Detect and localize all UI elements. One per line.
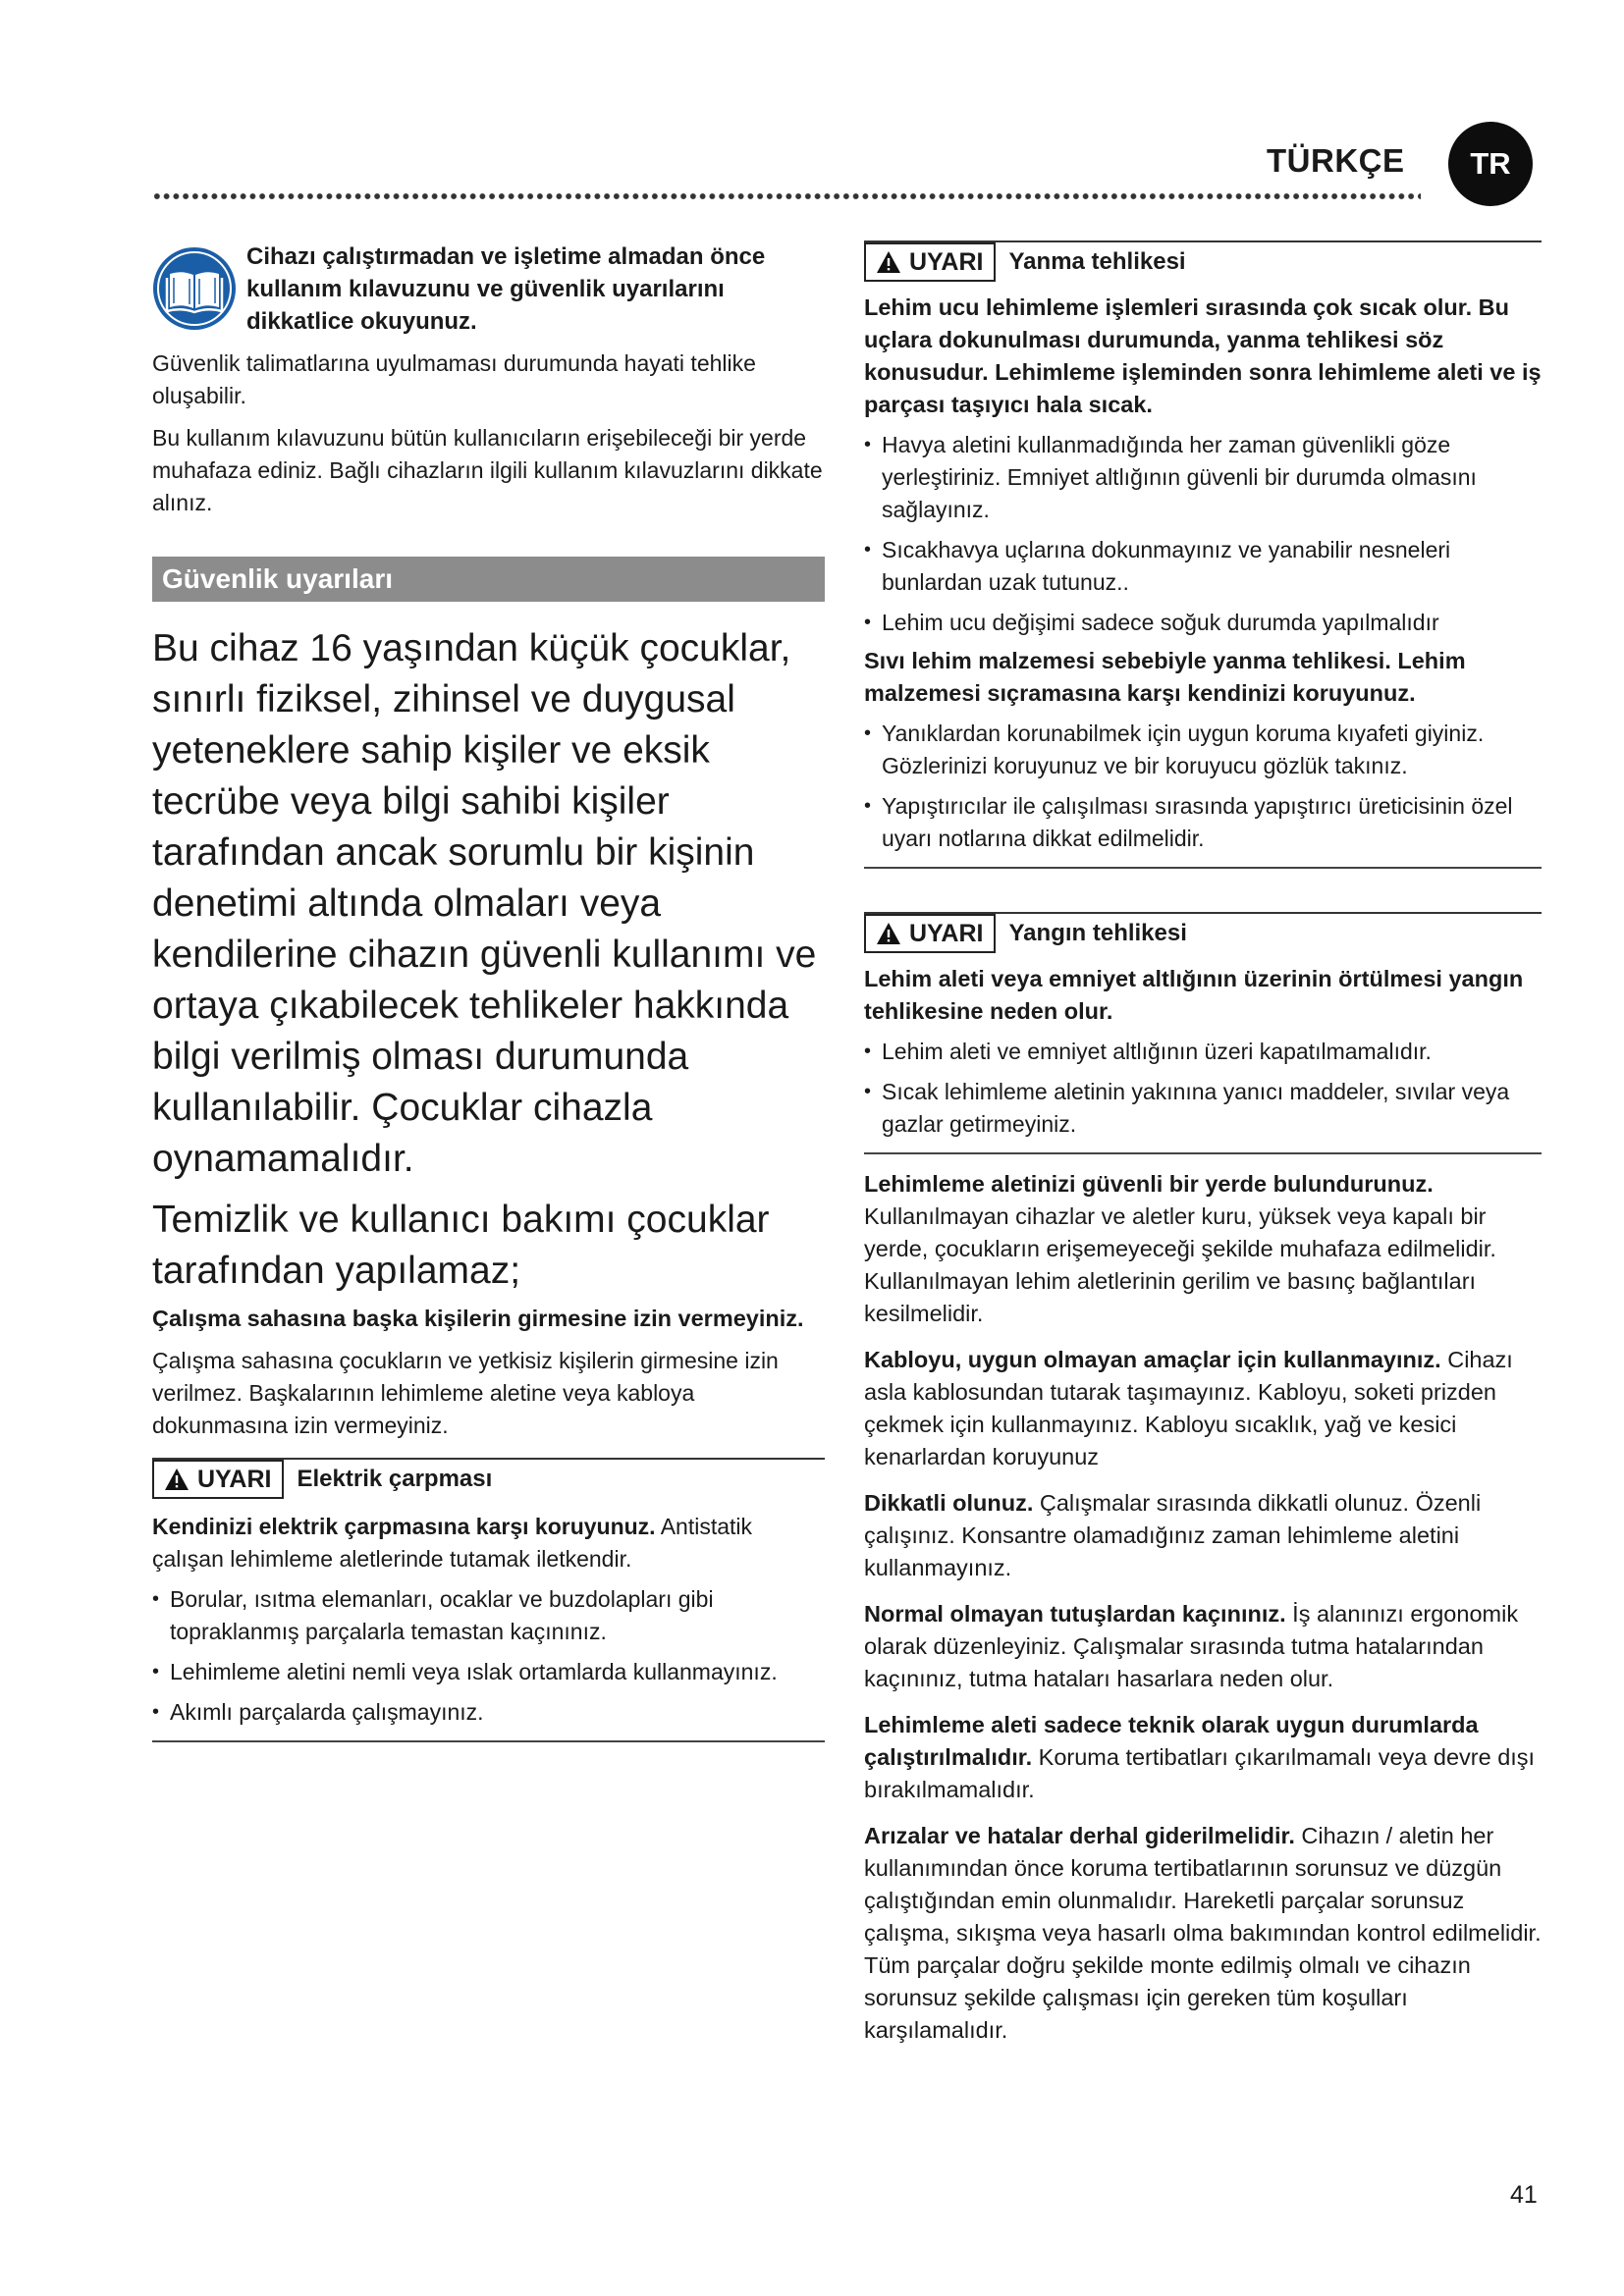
list-item: • Lehim aleti ve emniyet altlığının üzeri kapatılmamalıdır. <box>864 1036 1542 1068</box>
warning-header <box>864 912 1542 953</box>
warning-title: Yangın tehlikesi <box>1008 920 1187 946</box>
list-item: • Sıcak lehimleme aletinin yakınına yanıcı maddeler, sıvılar veya gazlar getirmeyiniz. <box>864 1076 1542 1141</box>
section-text: Çalışmalar sırasında dikkatli olunuz. Özenli çalışınız. Konsantre olamadığınız zaman lehimleme aletini kullanmayınız. <box>864 1490 1482 1580</box>
section-heading: Arızalar ve hatalar derhal giderilmelidir. <box>864 1823 1295 1848</box>
section-paragraph <box>864 1709 1542 1806</box>
warning-label-box <box>152 1460 284 1499</box>
section-paragraph <box>864 1598 1542 1695</box>
list-item: • Havya aletini kullanmadığında her zaman güvenlikli göze yerleştiriniz. Emniyet altlığının güvenli bir durumda olmasını sağlayınız. <box>864 429 1542 526</box>
warning-fire <box>864 912 1542 1154</box>
work-area-heading: Çalışma sahasına başka kişilerin girmesine izin vermeyiniz. <box>152 1306 804 1331</box>
list-item: • Borular, ısıtma elemanları, ocaklar ve buzdolapları gibi topraklanmış parçalarla temastan kaçınınız. <box>152 1583 825 1648</box>
section-heading: Lehimleme aletinizi güvenli bir yerde bulundurunuz. <box>864 1171 1434 1197</box>
section-heading: Lehimleme aleti sadece teknik olarak uygun durumlarda çalıştırılmalıdır. <box>864 1712 1479 1770</box>
manual-book-icon <box>152 246 237 331</box>
general-safety-sections <box>864 1168 1542 2047</box>
section-paragraph <box>864 1168 1542 1330</box>
list-item: • Lehim ucu değişimi sadece soğuk durumda yapılmalıdır <box>864 607 1542 639</box>
warning-lead-text: Antistatik çalışan lehimleme aletlerinde tutamak iletkendir. <box>152 1514 753 1572</box>
section-paragraph <box>864 1820 1542 2047</box>
section-heading: Kabloyu, uygun olmayan amaçlar için kullanmayınız. <box>864 1347 1441 1372</box>
section-text: Kullanılmayan cihazlar ve aletler kuru, yüksek veya kapalı bir yerde, çocukların erişemeyeceği şekilde muhafaza edilmelidir. Kullanılmayan lehim aletlerinin gerilim ve basınç bağlantıları kesilmelidir. <box>864 1203 1496 1326</box>
warning-header <box>864 240 1542 282</box>
children-usage-warning: Bu cihaz 16 yaşından küçük çocuklar, sınırlı fiziksel, zihinsel ve duygusal yeteneklere sahip kişiler ve eksik tecrübe veya bilgi sahibi kişiler tarafından ancak sorumlu bir kişinin denetimi altında olmaları veya kendilerine cihazın güvenli kullanımı ve ortaya çıkabilecek tehlikeler hakkında bilgi verilmiş olması durumunda kullanılabilir. Çocuklar cihazla oynamamalıdır. <box>152 627 817 1180</box>
warning-label-box <box>864 242 996 282</box>
language-badge: TR <box>1448 122 1533 206</box>
warning-triangle-icon <box>876 922 901 945</box>
section-paragraph <box>864 1344 1542 1473</box>
section-heading: Normal olmayan tutuşlardan kaçınınız. <box>864 1601 1286 1627</box>
list-item: • Lehimleme aletini nemli veya ıslak ortamlarda kullanmayınız. <box>152 1656 825 1688</box>
warning-triangle-icon <box>876 250 901 274</box>
section-text: Cihazı asla kablosundan tutarak taşımayınız. Kabloyu, soketi prizden çekmek için kullanmayınız. Kabloyu sıcaklık, yağ ve kesici kenarlardan koruyunuz <box>864 1347 1513 1469</box>
warning-label: UYARI <box>909 247 984 276</box>
dotted-divider <box>152 191 1421 201</box>
section-paragraph <box>864 1487 1542 1584</box>
section-text: Cihazın / aletin her kullanımından önce koruma tertibatlarının sorunsuz ve düzgün çalıştığından emin olunmalıdır. Hareketli parçalar sorunsuz çalışma, sıkışma veya hasarlı olma bakımından kontrol edilmelidir. Tüm parçalar doğru şekilde monte edilmiş olmalı ve cihazın sorunsuz şekilde çalışması için gereken tüm koşulları karşılamalıdır. <box>864 1823 1542 2043</box>
work-area-text: Çalışma sahasına çocukların ve yetkisiz kişilerin girmesine izin verilmez. Başkalarının lehimleme aletine veya kabloya dokunmasına izin vermeyiniz. <box>152 1348 779 1438</box>
section-heading: Dikkatli olunuz. <box>864 1490 1034 1516</box>
warning-label-box <box>864 914 996 953</box>
warning-lead-bold: Kendinizi elektrik çarpmasına karşı koruyunuz. <box>152 1514 656 1539</box>
list-item: • Akımlı parçalarda çalışmayınız. <box>152 1696 825 1729</box>
fire-bold-text: Lehim aleti veya emniyet altlığının üzerinin örtülmesi yangın tehlikesine neden olur. <box>864 966 1524 1024</box>
page-number: 41 <box>1510 2181 1538 2209</box>
warning-electric-shock <box>152 1458 825 1742</box>
section-title-safety: Güvenlik uyarıları <box>152 557 825 602</box>
electric-warning-list <box>152 1583 825 1729</box>
warning-label: UYARI <box>909 919 984 947</box>
burn-warning-list <box>864 429 1542 639</box>
warning-title: Yanma tehlikesi <box>1008 248 1186 275</box>
section-text: İş alanınızı ergonomik olarak düzenleyiniz. Çalışmalar sırasında tutma hatalarından kaçınınız, tutma hataları hasarlara neden olur. <box>864 1601 1519 1691</box>
safety-note-paragraph: Güvenlik talimatlarına uyulmaması durumunda hayati tehlike oluşabilir. <box>152 350 756 408</box>
warning-header <box>152 1458 825 1499</box>
section-text: Koruma tertibatları çıkarılmamalı veya devre dışı bırakılmamalıdır. <box>864 1744 1536 1802</box>
warning-triangle-icon <box>164 1468 189 1491</box>
intro-notice <box>152 240 825 338</box>
manual-storage-paragraph: Bu kullanım kılavuzunu bütün kullanıcıların erişebileceği bir yerde muhafaza ediniz. Bağlı cihazların ilgili kullanım kılavuzlarını dikkate alınız. <box>152 425 823 515</box>
warning-burn <box>864 240 1542 869</box>
liquid-solder-bold-text: Sıvı lehim malzemesi sebebiyle yanma tehlikesi. Lehim malzemesi sıçramasına karşı kendinizi koruyunuz. <box>864 648 1466 706</box>
intro-bold-text: Cihazı çalıştırmadan ve işletime almadan önce kullanım kılavuzunu ve güvenlik uyarılarını dikkatlice okuyunuz. <box>246 243 766 335</box>
cleaning-warning: Temizlik ve kullanıcı bakımı çocuklar tarafından yapılamaz; <box>152 1199 770 1292</box>
list-item: • Sıcakhavya uçlarına dokunmayınız ve yanabilir nesneleri bunlardan uzak tutunuz.. <box>864 534 1542 599</box>
left-column <box>152 240 825 1742</box>
fire-warning-list <box>864 1036 1542 1141</box>
list-item: • Yanıklardan korunabilmek için uygun koruma kıyafeti giyiniz. Gözlerinizi koruyunuz ve bir koruyucu gözlük takınız. <box>864 718 1542 782</box>
liquid-solder-list <box>864 718 1542 855</box>
burn-bold-text: Lehim ucu lehimleme işlemleri sırasında çok sıcak olur. Bu uçlara dokunulması durumunda, yanma tehlikesi söz konusudur. Lehimleme işleminden sonra lehimleme aleti ve iş parçası taşıyıcı hala sıcak. <box>864 294 1542 417</box>
page-header-title: TÜRKÇE <box>1267 142 1405 179</box>
warning-lead <box>152 1511 825 1575</box>
warning-label: UYARI <box>197 1465 272 1493</box>
right-column <box>864 240 1542 2047</box>
warning-title: Elektrik çarpması <box>297 1466 493 1492</box>
list-item: • Yapıştırıcılar ile çalışılması sırasında yapıştırıcı üreticisinin özel uyarı notlarına dikkat edilmelidir. <box>864 790 1542 855</box>
